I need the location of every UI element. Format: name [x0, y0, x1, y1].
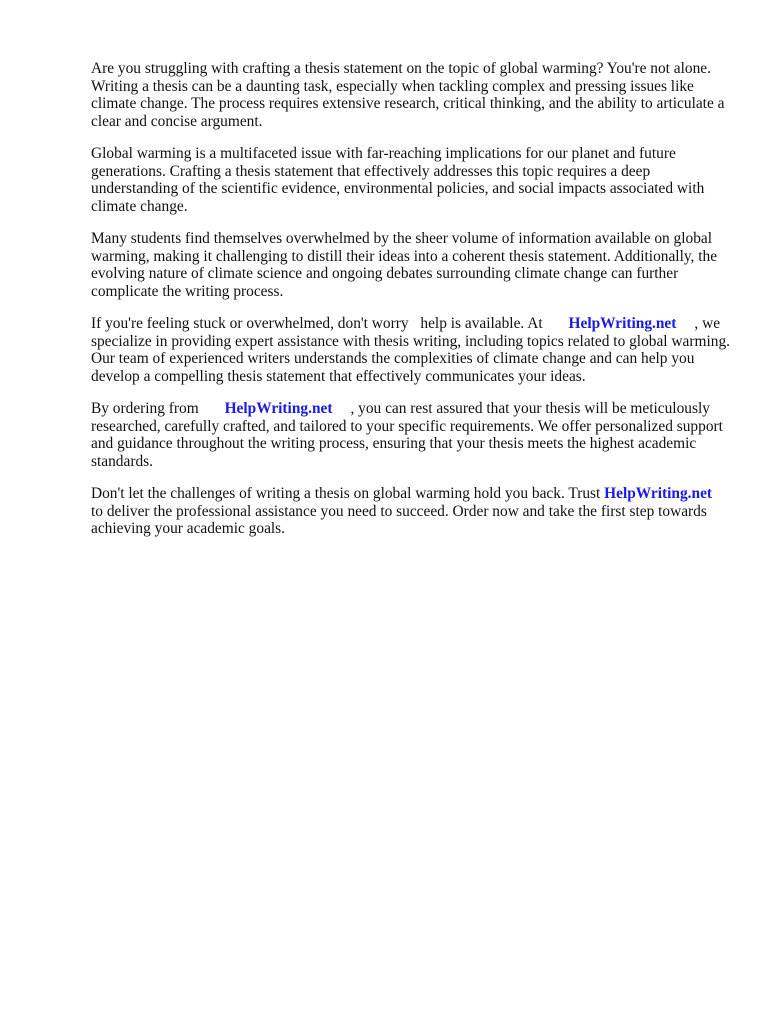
paragraph-text: , you can rest assured that your thesis will be meticulously researched, carefully crafted, and tailored to your specific requirements. We offer personalized support and guidance throughout the writing process, ensuring that your thesis meets the highest academic standards. [91, 400, 723, 470]
helpwriting-link[interactable]: HelpWriting.net [224, 400, 333, 417]
paragraph-text: to deliver the professional assistance you need to succeed. Order now and take the first step towards achieving your academic goals. [91, 502, 707, 537]
paragraph-text: , we specialize in providing expert assistance with thesis writing, including topics related to global warming. Our team of experienced writers understands the complexities of climate change and can help you develop a compelling thesis statement that effectively communicates your ideas. [91, 315, 730, 385]
paragraph-intro: Are you struggling with crafting a thesis statement on the topic of global warming? You're not alone. Writing a thesis can be a daunting task, especially when tackling complex and pressing issues like climate change. The process requires extensive research, critical thinking, and the ability to articulate a clear and concise argument. [91, 60, 725, 130]
helpwriting-link[interactable]: HelpWriting.net [604, 485, 713, 502]
paragraph-text: By ordering from [91, 400, 199, 417]
paragraph-overwhelmed: Many students find themselves overwhelmed by the sheer volume of information available on global warming, making it challenging to distill their ideas into a coherent thesis statement. Additionally, the evolving nature of climate science and ongoing debates surrounding climate change can further complicate the writing process. [91, 230, 718, 300]
paragraph-text: help is available. At [420, 315, 543, 332]
paragraph-text: Don't let the challenges of writing a thesis on global warming hold you back. Trust [91, 485, 601, 502]
document-body [91, 60, 731, 553]
paragraph-help-available [91, 315, 731, 385]
paragraph-multifaceted: Global warming is a multifaceted issue with far-reaching implications for our planet and future generations. Crafting a thesis statement that effectively addresses this topic requires a deep understanding of the scientific evidence, environmental policies, and social impacts associated with climate change. [91, 145, 705, 215]
paragraph-call-to-action [91, 485, 731, 538]
paragraph-ordering [91, 400, 731, 470]
paragraph-text: If you're feeling stuck or overwhelmed, don't worry [91, 315, 409, 332]
helpwriting-link[interactable]: HelpWriting.net [568, 315, 677, 332]
